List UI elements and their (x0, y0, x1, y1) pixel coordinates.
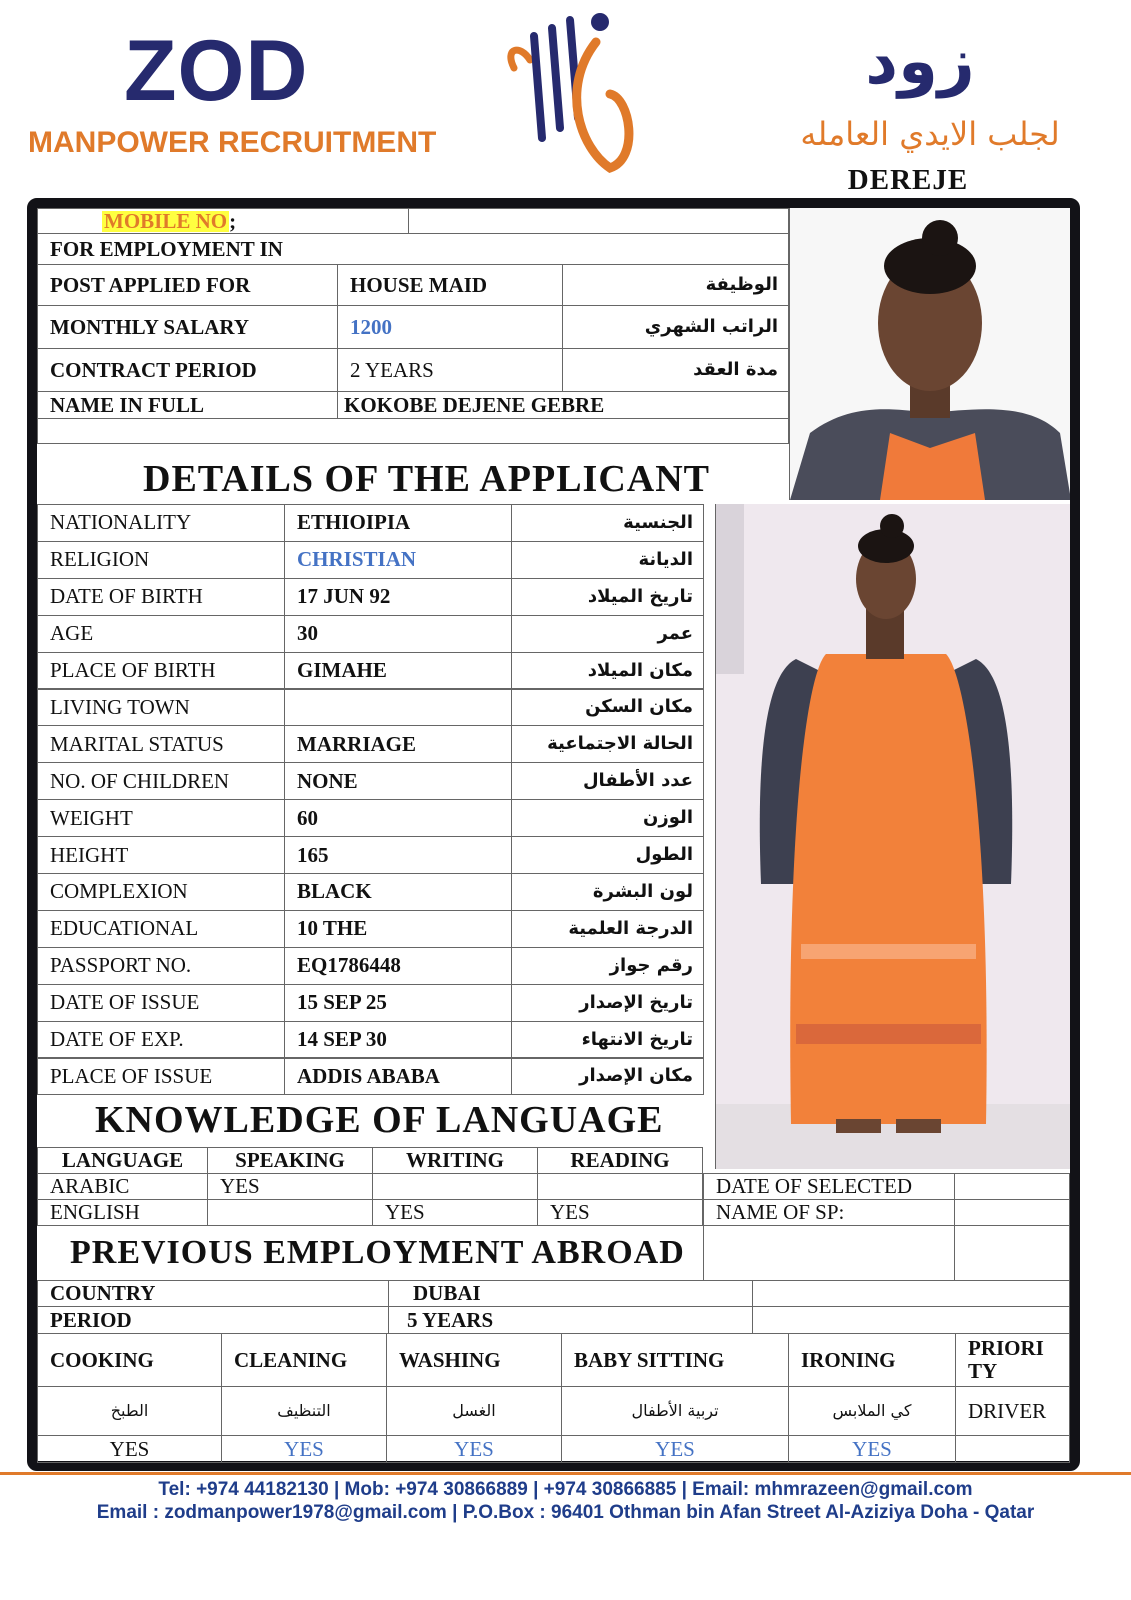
selection-blank (703, 1225, 955, 1281)
monthly-salary-value: 1200 (337, 305, 563, 349)
brand-subtitle: MANPOWER RECRUITMENT (28, 126, 437, 159)
language-header-reading: READING (537, 1147, 703, 1174)
detail-arabic: مكان السكن (511, 689, 704, 727)
contract-period-label: CONTRACT PERIOD (37, 348, 338, 392)
skill-value: YES (221, 1435, 387, 1463)
cv-frame (27, 198, 1080, 1471)
detail-arabic: الطول (511, 836, 704, 874)
language-header-language: LANGUAGE (37, 1147, 208, 1174)
blank-row (37, 418, 789, 444)
skill-value: YES (37, 1435, 222, 1463)
monthly-salary-label: MONTHLY SALARY (37, 305, 338, 349)
previous-employment-title: PREVIOUS EMPLOYMENT ABROAD (70, 1234, 685, 1271)
detail-label: WEIGHT (37, 799, 285, 837)
skill-ar: الطبخ (37, 1386, 222, 1436)
detail-value: NONE (284, 762, 512, 800)
detail-arabic: تاريخ الإصدار (511, 984, 704, 1022)
period-label: PERIOD (37, 1306, 389, 1334)
detail-value: 14 SEP 30 (284, 1021, 512, 1059)
detail-arabic: الوزن (511, 799, 704, 837)
brand-subtitle-arabic: لجلب الايدي العامله (800, 115, 1060, 153)
language-english-speaking (207, 1199, 373, 1226)
priority-blank (955, 1435, 1070, 1463)
agent-name: DEREJE (847, 164, 969, 196)
detail-label: PLACE OF ISSUE (37, 1058, 285, 1096)
skill-value: YES (788, 1435, 956, 1463)
brand-name-arabic: زود (865, 25, 975, 99)
detail-arabic: عدد الأطفال (511, 762, 704, 800)
detail-label: MARITAL STATUS (37, 725, 285, 763)
post-applied-value: HOUSE MAID (337, 264, 563, 306)
detail-arabic: لون البشرة (511, 873, 704, 911)
language-english-reading: YES (537, 1199, 703, 1226)
detail-value: 165 (284, 836, 512, 874)
detail-value: ETHIOIPIA (284, 504, 512, 542)
detail-arabic: مكان الميلاد (511, 652, 704, 690)
post-applied-arabic: الوظيفة (562, 264, 789, 306)
portrait-photo (789, 208, 1070, 500)
full-body-figure-icon (716, 504, 1070, 1169)
priority-label (955, 1333, 1070, 1387)
detail-arabic: الدرجة العلمية (511, 910, 704, 948)
full-body-photo (715, 504, 1070, 1169)
period-extra (752, 1306, 1070, 1334)
skill-value: YES (386, 1435, 562, 1463)
detail-value (284, 689, 512, 727)
mobile-label: MOBILE NO (104, 208, 228, 233)
skill-value: YES (561, 1435, 789, 1463)
detail-arabic: تاريخ الانتهاء (511, 1021, 704, 1059)
skill-ar: التنظيف (221, 1386, 387, 1436)
post-applied-label: POST APPLIED FOR (37, 264, 338, 306)
selection-blank-2 (954, 1225, 1070, 1281)
detail-label: LIVING TOWN (37, 689, 285, 727)
language-english-writing: YES (372, 1199, 538, 1226)
detail-value: 30 (284, 615, 512, 653)
country-extra (752, 1280, 1070, 1307)
portrait-figure-icon (790, 208, 1070, 500)
brand-name: ZOD (124, 23, 309, 119)
detail-arabic: الحالة الاجتماعية (511, 725, 704, 763)
skill-ar: كي الملابس (788, 1386, 956, 1436)
detail-label: AGE (37, 615, 285, 653)
language-title: KNOWLEDGE OF LANGUAGE (95, 1099, 664, 1141)
detail-arabic: الجنسية (511, 504, 704, 542)
detail-value: 60 (284, 799, 512, 837)
language-arabic-speaking: YES (207, 1173, 373, 1200)
contract-period-value: 2 YEARS (337, 348, 563, 392)
detail-label: EDUCATIONAL (37, 910, 285, 948)
priority-label-line1: PRIORI (968, 1336, 1044, 1360)
language-header-writing: WRITING (372, 1147, 538, 1174)
full-name-label: NAME IN FULL (37, 391, 338, 419)
detail-value: 17 JUN 92 (284, 578, 512, 616)
period-value: 5 YEARS (388, 1306, 753, 1334)
language-arabic-reading (537, 1173, 703, 1200)
detail-label: NO. OF CHILDREN (37, 762, 285, 800)
detail-value: 15 SEP 25 (284, 984, 512, 1022)
company-logo-icon (500, 8, 650, 178)
detail-value: CHRISTIAN (284, 541, 512, 579)
language-arabic: ARABIC (37, 1173, 208, 1200)
detail-label: HEIGHT (37, 836, 285, 874)
detail-value: EQ1786448 (284, 947, 512, 985)
detail-arabic: عمر (511, 615, 704, 653)
skill-label: CLEANING (221, 1333, 387, 1387)
skill-label: IRONING (788, 1333, 956, 1387)
detail-label: DATE OF BIRTH (37, 578, 285, 616)
detail-arabic: الديانة (511, 541, 704, 579)
detail-value: BLACK (284, 873, 512, 911)
language-arabic-writing (372, 1173, 538, 1200)
mobile-label-suffix: ; (229, 208, 237, 233)
skill-label: BABY SITTING (561, 1333, 789, 1387)
name-of-sp-value (954, 1199, 1070, 1226)
detail-arabic: رقم جواز (511, 947, 704, 985)
footer-contact-line2: Email : zodmanpower1978@gmail.com | P.O.Box : 96401 Othman bin Afan Street Al-Aziziya Doha - Qatar (96, 1502, 1035, 1523)
contract-period-arabic: مدة العقد (562, 348, 789, 392)
name-of-sp-label: NAME OF SP: (703, 1199, 955, 1226)
detail-label: DATE OF ISSUE (37, 984, 285, 1022)
detail-value: GIMAHE (284, 652, 512, 690)
footer-divider (0, 1472, 1131, 1475)
detail-label: DATE OF EXP. (37, 1021, 285, 1059)
monthly-salary-arabic: الراتب الشهري (562, 305, 789, 349)
skill-label: WASHING (386, 1333, 562, 1387)
mobile-label-cell (37, 208, 409, 234)
detail-label: COMPLEXION (37, 873, 285, 911)
language-header-speaking: SPEAKING (207, 1147, 373, 1174)
details-title: DETAILS OF THE APPLICANT (143, 458, 711, 500)
priority-label-line2: TY (968, 1359, 998, 1383)
detail-arabic: مكان الإصدار (511, 1058, 704, 1096)
full-name-value: KOKOBE DEJENE GEBRE (337, 391, 789, 419)
skill-label: COOKING (37, 1333, 222, 1387)
detail-label: NATIONALITY (37, 504, 285, 542)
employment-section-label: FOR EMPLOYMENT IN (37, 233, 789, 265)
detail-arabic: تاريخ الميلاد (511, 578, 704, 616)
detail-label: RELIGION (37, 541, 285, 579)
language-english: ENGLISH (37, 1199, 208, 1226)
date-of-selected-label: DATE OF SELECTED (703, 1173, 955, 1200)
detail-label: PASSPORT NO. (37, 947, 285, 985)
date-of-selected-value (954, 1173, 1070, 1200)
detail-value: ADDIS ABABA (284, 1058, 512, 1096)
detail-value: MARRIAGE (284, 725, 512, 763)
country-value: DUBAI (388, 1280, 753, 1307)
skill-ar: تربية الأطفال (561, 1386, 789, 1436)
priority-value: DRIVER (955, 1386, 1070, 1436)
footer-contact-line1: Tel: +974 44182130 | Mob: +974 30866889 | +974 30866885 | Email: mhmrazeen@gmail.com (158, 1479, 973, 1500)
detail-value: 10 THE (284, 910, 512, 948)
country-label: COUNTRY (37, 1280, 389, 1307)
detail-label: PLACE OF BIRTH (37, 652, 285, 690)
skill-ar: الغسل (386, 1386, 562, 1436)
mobile-value (408, 208, 789, 234)
